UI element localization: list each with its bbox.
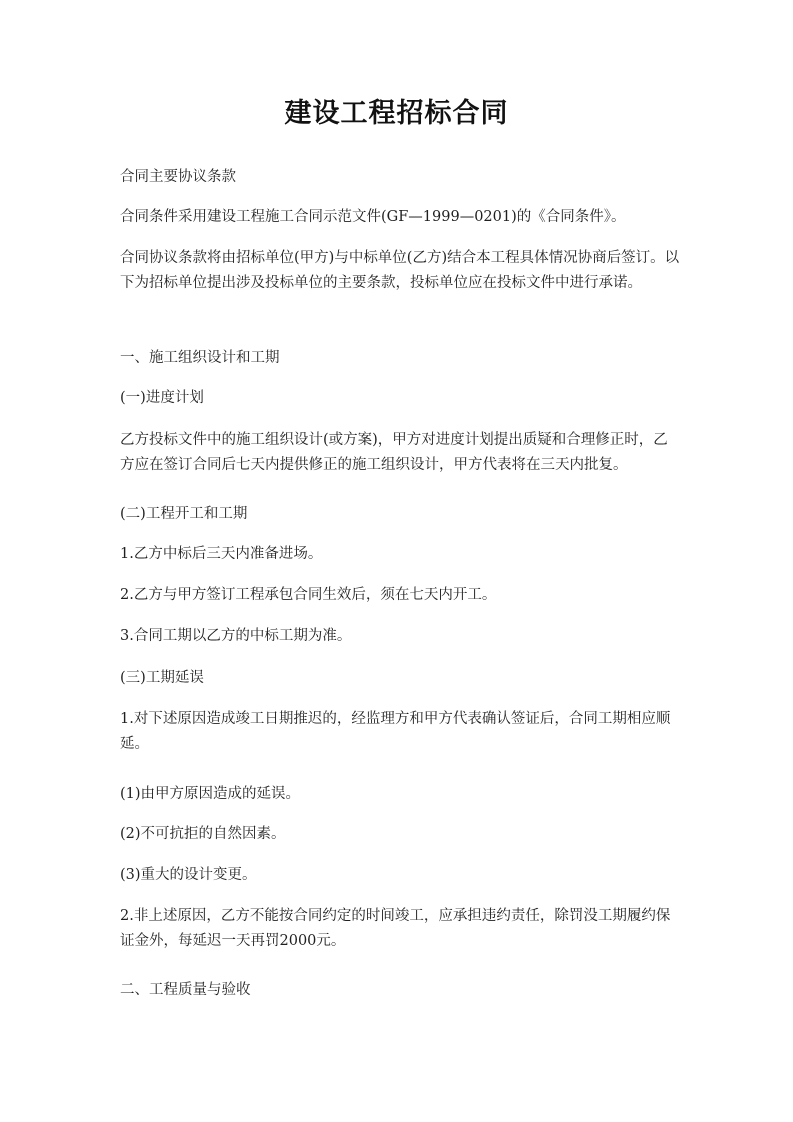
document-title: 建设工程招标合同: [284, 98, 509, 129]
section-heading-quality-acceptance: 二、工程质量与验收: [120, 982, 251, 998]
paragraph-main-terms-heading: 合同主要协议条款: [120, 169, 236, 185]
paragraph-contract-conditions: 合同条件采用建设工程施工合同示范文件(GF—1999—0201)的《合同条件》。: [120, 209, 626, 225]
paragraph-agreement-terms: 合同协议条款将由招标单位(甲方)与中标单位(乙方)结合本工程具体情况协商后签订。以下为招标单位提出涉及投标单位的主要条款，投标单位应在投标文件中进行承诺。: [120, 250, 680, 291]
list-item-delay-1: 1.对下述原因造成竣工日期推迟的，经监理方和甲方代表确认签证后，合同工期相应顺延。: [120, 711, 671, 752]
list-item-commencement-1: 1.乙方中标后三天内准备进场。: [120, 546, 323, 562]
subsection-heading-delay: (三)工期延误: [120, 670, 204, 686]
subsection-heading-progress-plan: (一)进度计划: [120, 390, 204, 406]
list-item-delay-2: 2.非上述原因，乙方不能按合同约定的时间竣工，应承担违约责任，除罚没工期履约保证金外，每延迟一天再罚2000元。: [120, 908, 671, 949]
subsection-heading-commencement: (二)工程开工和工期: [120, 506, 248, 522]
list-item-delay-reason-1: (1)由甲方原因造成的延误。: [120, 786, 301, 802]
list-item-commencement-2: 2.乙方与甲方签订工程承包合同生效后，须在七天内开工。: [120, 587, 497, 603]
list-item-delay-reason-3: (3)重大的设计变更。: [120, 867, 257, 883]
list-item-commencement-3: 3.合同工期以乙方的中标工期为准。: [120, 628, 352, 644]
list-item-delay-reason-2: (2)不可抗拒的自然因素。: [120, 826, 286, 842]
section-heading-construction-schedule: 一、施工组织设计和工期: [120, 350, 280, 366]
paragraph-progress-plan: 乙方投标文件中的施工组织设计(或方案)，甲方对进度计划提出质疑和合理修正时，乙方应在签订合同后七天内提供修正的施工组织设计，甲方代表将在三天内批复。: [120, 432, 668, 473]
